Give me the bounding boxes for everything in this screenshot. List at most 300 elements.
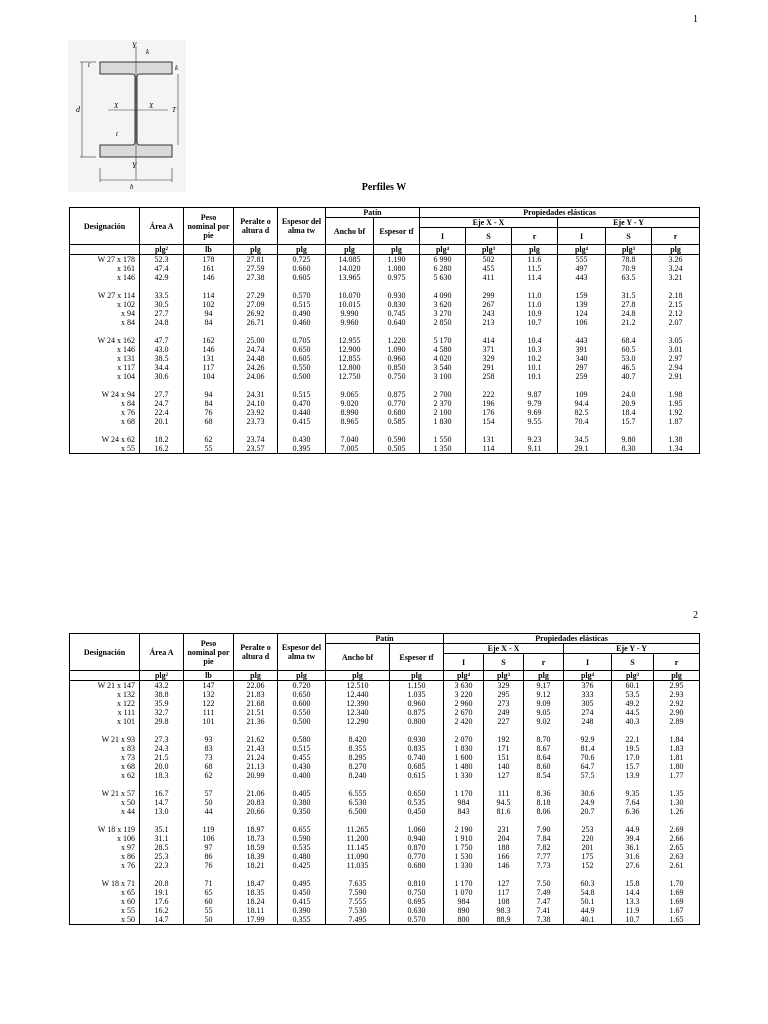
value-cell: 1 330 (444, 861, 484, 870)
value-cell: 0.605 (278, 273, 326, 282)
value-cell: 843 (444, 807, 484, 816)
value-cell: 6.530 (326, 798, 390, 807)
value-cell: 114 (466, 444, 512, 454)
value-cell: 2.63 (654, 852, 700, 861)
value-cell: 31.1 (140, 834, 184, 843)
designation-cell: x 65 (70, 888, 140, 897)
value-cell: 31.6 (612, 852, 654, 861)
value-cell: 84 (184, 399, 234, 408)
spacer-cell (444, 780, 484, 789)
value-cell: 29.8 (140, 717, 184, 726)
value-cell: 18.21 (234, 861, 278, 870)
value-cell: 0.830 (374, 300, 420, 309)
value-cell: 1.060 (390, 825, 444, 834)
table-row (70, 753, 700, 762)
spacer-cell (70, 282, 140, 291)
value-cell: 111 (484, 789, 524, 798)
spacer-cell (184, 816, 234, 825)
spacer-cell (606, 282, 652, 291)
units-cell: plg (326, 245, 374, 255)
value-cell: 3 540 (420, 363, 466, 372)
units-cell: plg (524, 671, 564, 681)
value-cell: 0.745 (374, 309, 420, 318)
value-cell: 16.2 (140, 444, 184, 454)
value-cell: 1.34 (652, 444, 700, 454)
spacer-cell (512, 327, 558, 336)
spacer-cell (70, 780, 140, 789)
value-cell: 40.7 (606, 372, 652, 381)
spacer-cell (444, 816, 484, 825)
value-cell: 82.5 (558, 408, 606, 417)
table-row (70, 906, 700, 915)
value-cell: 19.5 (612, 744, 654, 753)
value-cell: 6 280 (420, 264, 466, 273)
col-header-peso: Peso nominal por pie (184, 634, 234, 671)
value-cell: 60 (184, 897, 234, 906)
value-cell: 1.220 (374, 336, 420, 345)
table-row (70, 879, 700, 888)
spacer-cell (564, 870, 612, 879)
spacer-cell (652, 327, 700, 336)
spacer-cell (466, 381, 512, 390)
value-cell: 21.43 (234, 744, 278, 753)
value-cell: 2.66 (654, 834, 700, 843)
value-cell: 2 100 (420, 408, 466, 417)
spacer-cell (140, 426, 184, 435)
value-cell: 35.1 (140, 825, 184, 834)
value-cell: 0.930 (390, 735, 444, 744)
value-cell: 24.06 (234, 372, 278, 381)
spacer-cell (564, 816, 612, 825)
col-header-eje-y: Eje Y - Y (558, 218, 700, 228)
value-cell: 7.040 (326, 435, 374, 444)
label-tw: t (116, 130, 118, 138)
value-cell: 20.99 (234, 771, 278, 780)
value-cell: 86 (184, 852, 234, 861)
designation-cell: W 21 x 57 (70, 789, 140, 798)
value-cell: 68.4 (606, 336, 652, 345)
designation-cell: x 122 (70, 699, 140, 708)
value-cell: 8.965 (326, 417, 374, 426)
col-header-s-y: S (612, 654, 654, 671)
value-cell: 291 (466, 363, 512, 372)
value-cell: 6.555 (326, 789, 390, 798)
table-row (70, 708, 700, 717)
units-row (70, 245, 700, 255)
value-cell: 1 910 (444, 834, 484, 843)
value-cell: 44 (184, 807, 234, 816)
table-row (70, 681, 700, 691)
spacer-cell (374, 381, 420, 390)
value-cell: 62 (184, 435, 234, 444)
spacer-cell (184, 870, 234, 879)
value-cell: 68 (184, 762, 234, 771)
value-cell: 73 (184, 753, 234, 762)
value-cell: 23.57 (234, 444, 278, 454)
spacer-cell (524, 870, 564, 879)
table-row (70, 408, 700, 417)
value-cell: 21.51 (234, 708, 278, 717)
value-cell: 9.79 (512, 399, 558, 408)
spacer-cell (390, 816, 444, 825)
value-cell: 2.61 (654, 861, 700, 870)
units-cell: plg (278, 245, 326, 255)
spacer-cell (70, 816, 140, 825)
value-cell: 11.145 (326, 843, 390, 852)
value-cell: 0.750 (390, 888, 444, 897)
value-cell: 24.8 (140, 318, 184, 327)
value-cell: 98.3 (484, 906, 524, 915)
value-cell: 3 220 (444, 690, 484, 699)
table-row (70, 255, 700, 265)
value-cell: 12.390 (326, 699, 390, 708)
value-cell: 35.9 (140, 699, 184, 708)
label-X-right: X (149, 102, 154, 110)
value-cell: 2.89 (654, 717, 700, 726)
designation-cell: x 84 (70, 399, 140, 408)
units-cell: plg (278, 671, 326, 681)
value-cell: 12.955 (326, 336, 374, 345)
value-cell: 22.4 (140, 408, 184, 417)
value-cell: 108 (484, 897, 524, 906)
value-cell: 24.7 (140, 399, 184, 408)
value-cell: 25.3 (140, 852, 184, 861)
value-cell: 14.7 (140, 915, 184, 925)
spacer-cell (512, 426, 558, 435)
spacer-cell (234, 870, 278, 879)
value-cell: 9.23 (512, 435, 558, 444)
spacer-cell (420, 381, 466, 390)
spacer-cell (140, 870, 184, 879)
value-cell: 248 (564, 717, 612, 726)
value-cell: 1.95 (652, 399, 700, 408)
value-cell: 0.655 (278, 825, 326, 834)
value-cell: 97 (184, 843, 234, 852)
value-cell: 12.750 (326, 372, 374, 381)
value-cell: 146 (184, 273, 234, 282)
value-cell: 152 (564, 861, 612, 870)
value-cell: 93 (184, 735, 234, 744)
value-cell: 1 530 (444, 852, 484, 861)
value-cell: 106 (184, 834, 234, 843)
value-cell: 0.940 (390, 834, 444, 843)
value-cell: 9.12 (524, 690, 564, 699)
table-row (70, 897, 700, 906)
spacer-cell (234, 780, 278, 789)
value-cell: 7.555 (326, 897, 390, 906)
value-cell: 7.41 (524, 906, 564, 915)
value-cell: 24.10 (234, 399, 278, 408)
designation-cell: x 55 (70, 444, 140, 454)
units-cell: plg⁴ (420, 245, 466, 255)
value-cell: 26.71 (234, 318, 278, 327)
value-cell: 27.7 (140, 309, 184, 318)
value-cell: 8.06 (524, 807, 564, 816)
header-row-1 (70, 634, 700, 644)
value-cell: 0.550 (278, 363, 326, 372)
table-row (70, 273, 700, 282)
value-cell: 18.11 (234, 906, 278, 915)
value-cell: 3.01 (652, 345, 700, 354)
value-cell: 0.600 (278, 699, 326, 708)
label-tf: t (88, 61, 90, 69)
spacer-cell (140, 726, 184, 735)
value-cell: 114 (184, 291, 234, 300)
value-cell: 171 (484, 744, 524, 753)
value-cell: 9.065 (326, 390, 374, 399)
value-cell: 7.005 (326, 444, 374, 454)
table-row (70, 888, 700, 897)
spacer-cell (484, 870, 524, 879)
spacer-cell (444, 726, 484, 735)
value-cell: 10.9 (512, 309, 558, 318)
value-cell: 11.4 (512, 273, 558, 282)
value-cell: 391 (558, 345, 606, 354)
value-cell: 1.80 (654, 762, 700, 771)
spacer-cell (612, 816, 654, 825)
value-cell: 7.635 (326, 879, 390, 888)
value-cell: 57 (184, 789, 234, 798)
value-cell: 0.770 (374, 399, 420, 408)
label-k-top: k (175, 64, 179, 72)
table-row (70, 354, 700, 363)
designation-cell: x 84 (70, 318, 140, 327)
units-cell: plg (234, 671, 278, 681)
group-spacer (70, 780, 700, 789)
value-cell: 70.4 (558, 417, 606, 426)
spacer-cell (652, 426, 700, 435)
spacer-cell (558, 381, 606, 390)
value-cell: 24.26 (234, 363, 278, 372)
designation-cell: x 68 (70, 417, 140, 426)
value-cell: 19.1 (140, 888, 184, 897)
value-cell: 10.7 (512, 318, 558, 327)
label-Y-bottom: Y (132, 161, 137, 170)
value-cell: 8.70 (524, 735, 564, 744)
value-cell: 30.6 (564, 789, 612, 798)
value-cell: 21.62 (234, 735, 278, 744)
value-cell: 44.9 (612, 825, 654, 834)
value-cell: 23.74 (234, 435, 278, 444)
spacer-cell (390, 780, 444, 789)
col-header-eje-x: Eje X - X (420, 218, 558, 228)
value-cell: 94 (184, 309, 234, 318)
value-cell: 0.580 (278, 735, 326, 744)
col-header-eje-x: Eje X - X (444, 644, 564, 654)
spacer-cell (484, 726, 524, 735)
value-cell: 7.82 (524, 843, 564, 852)
value-cell: 502 (466, 255, 512, 265)
value-cell: 30.5 (140, 300, 184, 309)
designation-cell: x 146 (70, 273, 140, 282)
value-cell: 0.505 (374, 444, 420, 454)
value-cell: 0.650 (278, 345, 326, 354)
value-cell: 2.15 (652, 300, 700, 309)
designation-cell: x 62 (70, 771, 140, 780)
col-header-designacion: Designación (70, 208, 140, 245)
value-cell: 8.420 (326, 735, 390, 744)
designation-cell: W 27 x 178 (70, 255, 140, 265)
value-cell: 0.405 (278, 789, 326, 798)
value-cell: 162 (184, 336, 234, 345)
value-cell: 4 580 (420, 345, 466, 354)
spacer-cell (140, 780, 184, 789)
value-cell: 13.9 (612, 771, 654, 780)
value-cell: 1.26 (654, 807, 700, 816)
value-cell: 18.47 (234, 879, 278, 888)
value-cell: 10.070 (326, 291, 374, 300)
value-cell: 0.680 (390, 861, 444, 870)
value-cell: 3 270 (420, 309, 466, 318)
value-cell: 65 (184, 888, 234, 897)
value-cell: 1.38 (652, 435, 700, 444)
value-cell: 9.35 (612, 789, 654, 798)
designation-cell: x 102 (70, 300, 140, 309)
value-cell: 2.69 (654, 825, 700, 834)
value-cell: 10.4 (512, 336, 558, 345)
value-cell: 3 100 (420, 372, 466, 381)
value-cell: 2.91 (652, 372, 700, 381)
designation-cell: x 111 (70, 708, 140, 717)
value-cell: 9.87 (512, 390, 558, 399)
spacer-cell (466, 282, 512, 291)
value-cell: 0.680 (374, 408, 420, 417)
value-cell: 0.615 (390, 771, 444, 780)
value-cell: 11.6 (512, 255, 558, 265)
col-header-eje-y: Eje Y - Y (564, 644, 700, 654)
value-cell: 27.81 (234, 255, 278, 265)
value-cell: 0.605 (278, 354, 326, 363)
spacer-cell (234, 282, 278, 291)
col-header-peralte: Peralte o altura d (234, 208, 278, 245)
value-cell: 27.29 (234, 291, 278, 300)
value-cell: 5 170 (420, 336, 466, 345)
value-cell: 8.36 (524, 789, 564, 798)
spacer-cell (326, 282, 374, 291)
value-cell: 27.38 (234, 273, 278, 282)
value-cell: 4 090 (420, 291, 466, 300)
table-row (70, 318, 700, 327)
spacer-cell (278, 282, 326, 291)
value-cell: 27.59 (234, 264, 278, 273)
designation-cell: W 21 x 147 (70, 681, 140, 691)
value-cell: 81.6 (484, 807, 524, 816)
value-cell: 9.020 (326, 399, 374, 408)
value-cell: 1.67 (654, 906, 700, 915)
value-cell: 20.66 (234, 807, 278, 816)
table-row (70, 363, 700, 372)
value-cell: 92.9 (564, 735, 612, 744)
value-cell: 21.2 (606, 318, 652, 327)
table-title: Perfiles W (361, 182, 407, 193)
value-cell: 124 (558, 309, 606, 318)
value-cell: 76 (184, 408, 234, 417)
value-cell: 68 (184, 417, 234, 426)
value-cell: 28.5 (140, 843, 184, 852)
value-cell: 1 170 (444, 789, 484, 798)
spacer-cell (512, 282, 558, 291)
table-row (70, 291, 700, 300)
col-header-i-y: I (564, 654, 612, 671)
designation-cell: x 76 (70, 861, 140, 870)
value-cell: 204 (484, 834, 524, 843)
col-header-peralte: Peralte o altura d (234, 634, 278, 671)
value-cell: 414 (466, 336, 512, 345)
value-cell: 411 (466, 273, 512, 282)
value-cell: 11.265 (326, 825, 390, 834)
value-cell: 23.73 (234, 417, 278, 426)
value-cell: 24.8 (606, 309, 652, 318)
value-cell: 60.3 (564, 879, 612, 888)
value-cell: 7.38 (524, 915, 564, 925)
value-cell: 9.990 (326, 309, 374, 318)
value-cell: 175 (564, 852, 612, 861)
value-cell: 55 (184, 906, 234, 915)
spacer-cell (654, 816, 700, 825)
value-cell: 24.48 (234, 354, 278, 363)
value-cell: 22.3 (140, 861, 184, 870)
value-cell: 12.855 (326, 354, 374, 363)
value-cell: 39.4 (612, 834, 654, 843)
value-cell: 8.18 (524, 798, 564, 807)
value-cell: 34.4 (140, 363, 184, 372)
value-cell: 7.590 (326, 888, 390, 897)
value-cell: 57.5 (564, 771, 612, 780)
value-cell: 0.960 (374, 354, 420, 363)
value-cell: 40.1 (564, 915, 612, 925)
designation-cell: W 21 x 93 (70, 735, 140, 744)
value-cell: 1 830 (444, 744, 484, 753)
value-cell: 1 750 (444, 843, 484, 852)
value-cell: 443 (558, 336, 606, 345)
value-cell: 2 370 (420, 399, 466, 408)
spacer-cell (184, 780, 234, 789)
table-row (70, 861, 700, 870)
value-cell: 7.50 (524, 879, 564, 888)
value-cell: 11.0 (512, 300, 558, 309)
value-cell: 18.35 (234, 888, 278, 897)
value-cell: 1.69 (654, 897, 700, 906)
spacer-cell (612, 870, 654, 879)
units-cell: plg⁴ (444, 671, 484, 681)
value-cell: 0.720 (278, 681, 326, 691)
value-cell: 0.810 (390, 879, 444, 888)
designation-cell: x 44 (70, 807, 140, 816)
value-cell: 1.84 (654, 735, 700, 744)
table-row (70, 264, 700, 273)
spacer-cell (234, 327, 278, 336)
value-cell: 146 (484, 861, 524, 870)
value-cell: 1 550 (420, 435, 466, 444)
value-cell: 178 (184, 255, 234, 265)
spacer-cell (484, 780, 524, 789)
value-cell: 299 (466, 291, 512, 300)
group-spacer (70, 426, 700, 435)
designation-cell: x 50 (70, 915, 140, 925)
value-cell: 12.900 (326, 345, 374, 354)
spacer-cell (326, 726, 390, 735)
value-cell: 9.11 (512, 444, 558, 454)
value-cell: 94.4 (558, 399, 606, 408)
value-cell: 127 (484, 771, 524, 780)
value-cell: 40.3 (612, 717, 654, 726)
value-cell: 13.3 (612, 897, 654, 906)
spacer-cell (326, 780, 390, 789)
value-cell: 0.500 (278, 717, 326, 726)
value-cell: 2.12 (652, 309, 700, 318)
col-header-peso: Peso nominal por pie (184, 208, 234, 245)
value-cell: 15.7 (612, 762, 654, 771)
